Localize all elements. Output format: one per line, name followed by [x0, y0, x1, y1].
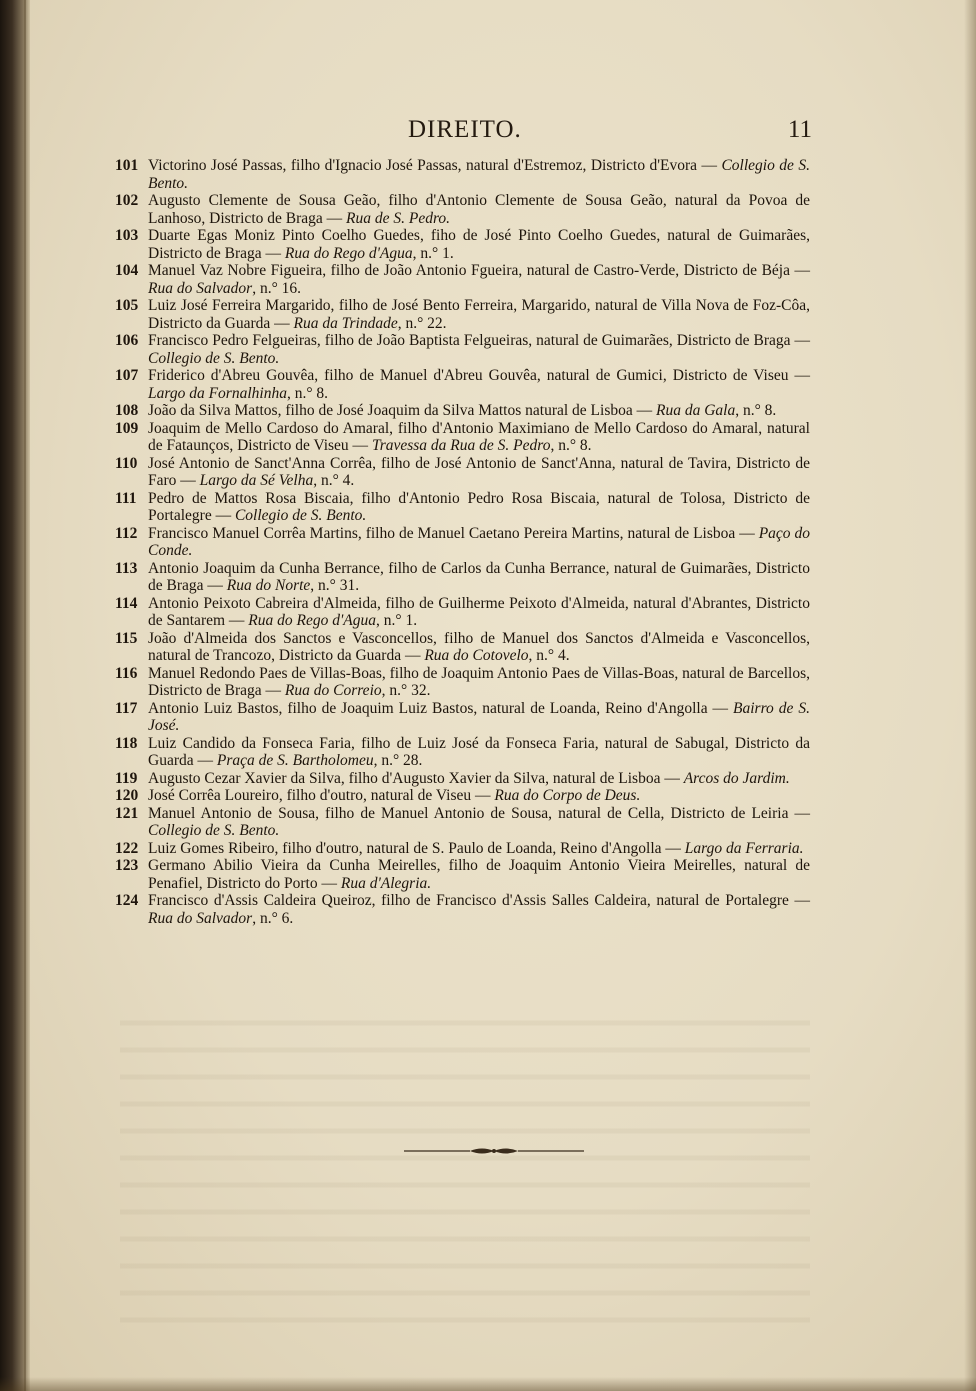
entry-text: Manuel Antonio de Sousa, filho de Manuel Antonio de Sousa, natural de Cella, Districto de Leiria —	[148, 804, 810, 822]
entry-text: Francisco Manuel Corrêa Martins, filho de Manuel Caetano Pereira Martins, natural de Lisboa —	[148, 524, 755, 542]
list-item	[115, 560, 810, 595]
entry-text: José Corrêa Loureiro, filho d'outro, natural de Viseu —	[148, 787, 491, 804]
entry-address: Rua do Cotovelo	[424, 647, 529, 664]
entry-number: 105	[115, 297, 139, 314]
entry-number: 118	[115, 734, 138, 752]
entry-house-number: , n.° 4.	[528, 647, 570, 664]
entry-address: Largo da Fornalhinha	[148, 384, 287, 402]
entry-text: José Antonio de Sanct'Anna Corrêa, filho de José Antonio de Sanct'Anna, natural de Tavira, Districto de Faro —	[148, 454, 810, 489]
entry-number: 115	[115, 629, 138, 647]
entry-number: 122	[115, 839, 139, 857]
entry-address: Paço do Conde.	[148, 524, 810, 559]
entry-text: Francisco d'Assis Caldeira Queiroz, filho de Francisco d'Assis Salles Caldeira, natural de Portalegre —	[148, 892, 810, 909]
page-header	[112, 112, 812, 152]
entry-text: Augusto Clemente de Sousa Geão, filho d'Antonio Clemente de Sousa Geão, natural da Povoa de Lanhoso, Districto de Braga —	[148, 192, 810, 227]
entry-address: Largo da Ferraria.	[684, 839, 804, 857]
entry-house-number: , n.° 8.	[735, 402, 777, 419]
entry-number: 101	[115, 157, 139, 174]
list-item	[115, 490, 810, 525]
entry-text: João d'Almeida dos Sanctos e Vasconcellos, filho de Manuel dos Sanctos d'Almeida e Vasconcellos, natural de Trancozo, Districto da Guarda —	[148, 629, 810, 664]
entry-number: 108	[115, 402, 139, 419]
entry-address: Rua do Correio	[284, 682, 382, 699]
entry-text: Victorino José Passas, filho d'Ignacio José Passas, natural d'Estremoz, Districto d'Evora —	[148, 157, 718, 174]
list-item	[115, 455, 810, 490]
entry-number: 124	[115, 892, 139, 909]
entry-address: Praça de S. Bartholomeu	[216, 752, 374, 769]
entry-address: Travessa da Rua de S. Pedro	[371, 437, 551, 454]
list-item	[115, 595, 810, 630]
entry-house-number: , n.° 1.	[412, 244, 454, 262]
entry-text: Manuel Redondo Paes de Villas-Boas, filho de Joaquim Antonio Paes de Villas-Boas, natural de Barcellos, Districto de Braga —	[148, 664, 810, 699]
page-bottom-shadow	[0, 1377, 976, 1391]
list-item	[115, 227, 810, 262]
entry-number: 104	[115, 262, 139, 279]
list-item	[115, 192, 810, 227]
list-item	[115, 770, 810, 788]
entry-text: Joaquim de Mello Cardoso do Amaral, filho d'Antonio Maximiano de Mello Cardoso do Amaral, natural de Fataunços, Districto de Viseu —	[148, 419, 810, 454]
entry-address: Collegio de S. Bento.	[148, 349, 280, 367]
page-number: 11	[787, 116, 812, 143]
entry-number: 111	[115, 489, 137, 507]
entry-house-number: , n.° 31.	[310, 577, 360, 594]
entry-address: Rua do Rego d'Agua	[284, 244, 413, 262]
entry-house-number: , n.° 6.	[252, 909, 294, 927]
entry-number: 112	[115, 524, 138, 542]
list-item	[115, 787, 810, 805]
entry-house-number: , n.° 32.	[381, 682, 431, 699]
show-through-text	[120, 1010, 810, 1340]
entry-house-number: , n.° 16.	[252, 279, 302, 297]
entry-text: Luiz Candido da Fonseca Faria, filho de Luiz José da Fonseca Faria, natural de Sabugal, Districto da Guarda —	[148, 734, 810, 769]
entry-house-number: , n.° 1.	[376, 612, 418, 629]
entry-number: 103	[115, 227, 139, 244]
entry-text: Friderico d'Abreu Gouvêa, filho de Manuel d'Abreu Gouvêa, natural de Gumici, Districto de Viseu —	[148, 367, 810, 384]
entry-address: Rua da Gala	[655, 402, 736, 419]
list-item	[115, 630, 810, 665]
list-item	[115, 735, 810, 770]
entry-address: Rua do Salvador	[148, 279, 253, 297]
list-item	[115, 262, 810, 297]
page-edge-shadow	[964, 0, 976, 1391]
entry-number: 123	[115, 857, 139, 874]
entry-number: 114	[115, 594, 138, 612]
running-head: DIREITO.	[408, 116, 522, 143]
entry-house-number: , n.° 8.	[286, 384, 329, 402]
list-item	[115, 840, 810, 858]
entry-house-number: , n.° 8.	[550, 437, 592, 454]
list-item	[115, 420, 810, 455]
entry-house-number: , n.° 22.	[397, 314, 447, 332]
entry-address: Rua do Corpo de Deus.	[494, 787, 641, 804]
list-item	[115, 892, 810, 927]
entry-number: 102	[115, 192, 139, 209]
entry-address: Rua do Rego d'Agua	[248, 612, 377, 629]
list-item	[115, 665, 810, 700]
entry-text: Augusto Cezar Xavier da Silva, filho d'Augusto Xavier da Silva, natural de Lisboa —	[148, 769, 680, 787]
entry-text: Antonio Peixoto Cabreira d'Almeida, filho de Guilherme Peixoto d'Almeida, natural d'Abrantes, Districto de Santarem —	[148, 594, 810, 629]
entry-text: João da Silva Mattos, filho de José Joaquim da Silva Mattos natural de Lisboa —	[148, 402, 653, 419]
entry-number: 109	[115, 419, 139, 437]
entry-text: Pedro de Mattos Rosa Biscaia, filho d'Antonio Pedro Rosa Biscaia, natural de Tolosa, Districto de Portalegre —	[148, 489, 810, 524]
entry-address: Rua de S. Pedro.	[346, 209, 451, 227]
list-item	[115, 297, 810, 332]
entry-text: Luiz Gomes Ribeiro, filho d'outro, natural de S. Paulo de Loanda, Reino d'Angolla —	[148, 839, 681, 857]
entry-house-number: , n.° 28.	[373, 752, 423, 769]
entry-address: Rua do Salvador	[148, 909, 253, 927]
entry-house-number: , n.° 4.	[313, 472, 355, 489]
entry-text: Antonio Joaquim da Cunha Berrance, filho de Carlos da Cunha Berrance, natural de Guimarães, Districto de Braga —	[148, 559, 810, 594]
student-list	[115, 157, 810, 927]
list-item	[115, 157, 810, 192]
entry-address: Bairro de S. José.	[148, 699, 810, 734]
entry-address: Collegio de S. Bento.	[148, 822, 280, 839]
gutter-fold	[24, 0, 26, 1391]
list-item	[115, 332, 810, 367]
entry-text: Francisco Pedro Felgueiras, filho de João Baptista Felgueiras, natural de Guimarães, Districto de Braga —	[148, 332, 810, 349]
entry-address: Collegio de S. Bento.	[234, 507, 367, 524]
list-item	[115, 857, 810, 892]
entry-address: Rua d'Alegria.	[340, 874, 432, 892]
entry-address: Rua da Trindade	[293, 314, 398, 332]
list-item	[115, 367, 810, 402]
entry-number: 121	[115, 804, 139, 822]
entry-address: Collegio de S. Bento.	[148, 157, 810, 192]
entry-number: 107	[115, 367, 139, 384]
list-item	[115, 805, 810, 840]
entry-number: 116	[115, 664, 138, 682]
list-item	[115, 402, 810, 420]
ornamental-rule-icon	[404, 1146, 584, 1156]
entry-number: 110	[115, 454, 138, 472]
entry-number: 106	[115, 332, 139, 349]
entry-number: 119	[115, 769, 138, 787]
entry-address: Largo da Sé Velha	[199, 472, 314, 489]
entry-text: Germano Abilio Vieira da Cunha Meirelles, filho de Joaquim Antonio Vieira Meirelles, natural de Penafiel, Districto do Porto —	[148, 857, 810, 892]
list-item	[115, 525, 810, 560]
entry-address: Arcos do Jardim.	[683, 769, 790, 787]
entry-text: Manuel Vaz Nobre Figueira, filho de João Antonio Fgueira, natural de Castro-Verde, Districto de Béja —	[148, 262, 810, 279]
entry-text: Antonio Luiz Bastos, filho de Joaquim Luiz Bastos, natural de Loanda, Reino d'Angolla —	[148, 699, 729, 717]
list-item	[115, 700, 810, 735]
entry-address: Rua do Norte	[226, 577, 311, 594]
entry-text: Duarte Egas Moniz Pinto Coelho Guedes, fiho de José Pinto Coelho Guedes, natural de Guimarães, Districto de Braga —	[148, 227, 810, 262]
entry-number: 117	[115, 699, 138, 717]
entry-number: 120	[115, 787, 139, 804]
entry-number: 113	[115, 559, 138, 577]
entry-text: Luiz José Ferreira Margarido, filho de José Bento Ferreira, Margarido, natural de Villa Nova de Foz-Côa, Districto da Guarda —	[148, 297, 810, 332]
